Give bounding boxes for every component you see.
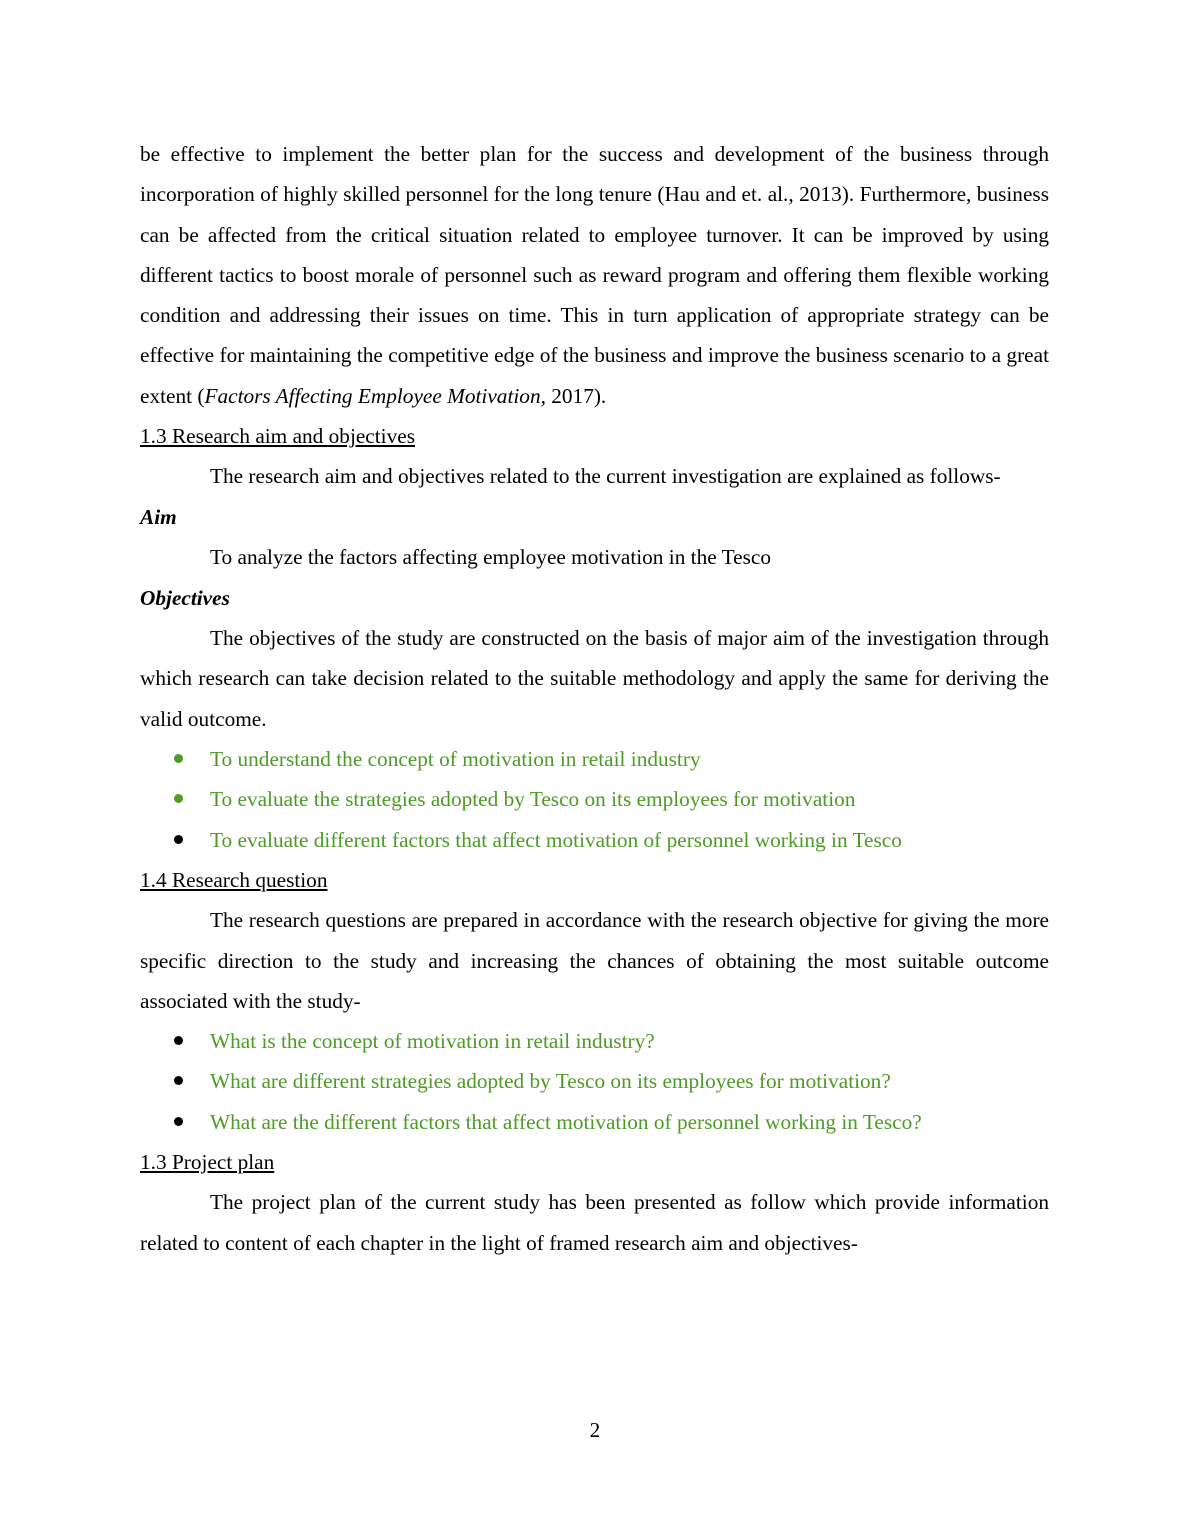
bullet-icon (174, 1036, 183, 1045)
bullet-icon (174, 1076, 183, 1085)
citation-year: 2017). (545, 383, 607, 408)
bullet-icon (174, 835, 183, 844)
list-item: To evaluate the strategies adopted by Tesco on its employees for motivation (140, 779, 1049, 819)
document-page (140, 134, 1049, 1263)
list-item: What are the different factors that affect motivation of personnel working in Tesco? (140, 1102, 1049, 1142)
objectives-list (140, 739, 1049, 860)
list-item: To evaluate different factors that affect motivation of personnel working in Tesco (140, 820, 1049, 860)
plan-intro: The project plan of the current study has been presented as follow which provide information related to content of each chapter in the light of framed research aim and objectives- (140, 1190, 1049, 1255)
objectives-label: Objectives (140, 585, 230, 610)
list-item: What are different strategies adopted by Tesco on its employees for motivation? (140, 1061, 1049, 1101)
section-heading-questions: 1.4 Research question (140, 867, 328, 892)
section-heading-plan: 1.3 Project plan (140, 1150, 275, 1175)
citation-title: Factors Affecting Employee Motivation, (204, 383, 546, 408)
bullet-icon (174, 754, 183, 763)
intro-paragraph (140, 134, 1049, 416)
questions-intro: The research questions are prepared in accordance with the research objective for giving the more specific direction to the study and increasing the chances of obtaining the most suitable outcome associated with the study- (140, 908, 1049, 1013)
bullet-icon (174, 1117, 183, 1126)
list-item: To understand the concept of motivation in retail industry (140, 739, 1049, 779)
section-heading-aim-objectives: 1.3 Research aim and objectives (140, 424, 415, 449)
aim-text: To analyze the factors affecting employee motivation in the Tesco (210, 545, 771, 570)
page-number: 2 (589, 1418, 601, 1442)
list-item: What is the concept of motivation in retail industry? (140, 1021, 1049, 1061)
bullet-icon (174, 794, 183, 803)
objectives-intro: The objectives of the study are constructed on the basis of major aim of the investigation through which research can take decision related to the suitable methodology and apply the same for deriving the valid outcome. (140, 626, 1049, 731)
aim-objectives-intro: The research aim and objectives related to the current investigation are explained as follows- (210, 464, 1001, 489)
aim-label: Aim (140, 504, 177, 529)
intro-text: be effective to implement the better plan for the success and development of the business through incorporation of highly skilled personnel for the long tenure (Hau and et. al., 2013). Furthermore, business can be affected from the critical situation related to employee turnover. It can be improved by using different tactics to boost morale of personnel such as reward program and offering them flexible working condition and addressing their issues on time. This in turn application of appropriate strategy can be effective for maintaining the competitive edge of the business and improve the business scenario to a great extent ( (140, 142, 1049, 408)
questions-list (140, 1021, 1049, 1142)
